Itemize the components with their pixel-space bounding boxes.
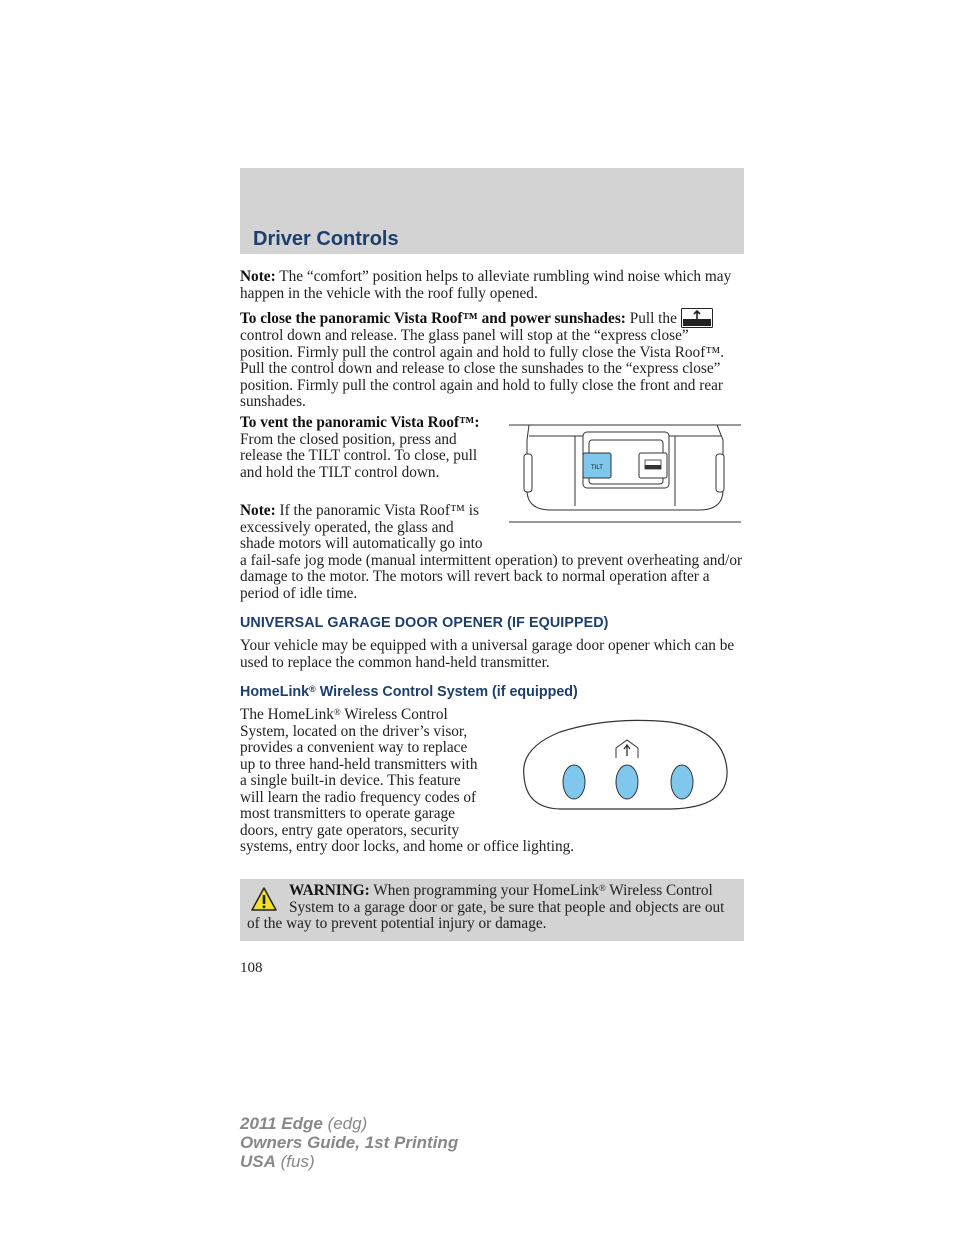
vent-roof-label: To vent the panoramic Vista Roof™: [240, 414, 480, 431]
vent-roof-paragraph [240, 415, 490, 481]
homelink-button-3 [671, 765, 693, 799]
close-roof-text-after: control down and release. The glass panel will stop at the “express close” position. Firmly pull the control again and hold to fully close the Vista Roof™. Pull the control down and release to close the sunshades to the “express close” position. Firmly pull the control again and hold to fully close the front and rear sunshades. [240, 327, 725, 410]
warning-label: WARNING: [289, 882, 370, 899]
homelink-button-1 [563, 765, 585, 799]
homelink-panel-figure [520, 718, 730, 810]
garage-opener-heading: UNIVERSAL GARAGE DOOR OPENER (IF EQUIPPED) [240, 615, 609, 631]
page-number: 108 [240, 960, 263, 976]
note-text: If the panoramic Vista Roof™ is excessively operated, the glass and shade motors will automatically go into a fail-safe jog mode (manual intermittent operation) to prevent overheating and/or damage to the motor. The motors will revert back to normal operation after a period of idle time. [240, 502, 743, 602]
footer-line-1: 2011 Edge (edg) [240, 1114, 368, 1133]
footer-line-2: Owners Guide, 1st Printing [240, 1133, 459, 1152]
footer-line-3: USA (fus) [240, 1152, 315, 1171]
homelink-paragraph: The HomeLink® Wireless Control System, located on the driver’s visor, provides a convenient way to replace up to three hand-held transmitters with a single built-in device. This feature will learn the radio frequency codes of most transmitters to operate garage doors, entry gate operators, security systems, entry door locks, and home or office lighting. [240, 706, 575, 855]
note-comfort-paragraph [240, 269, 744, 302]
note-label: Note: [240, 268, 276, 285]
tilt-label: TILT [591, 465, 603, 471]
close-roof-text-before: Pull the [625, 310, 677, 327]
close-roof-label: To close the panoramic Vista Roof™ and power sunshades: [240, 310, 626, 327]
roof-close-icon [681, 308, 713, 328]
vent-roof-text: From the closed position, press and release the TILT control. To close, pull and hold the TILT control down. [240, 430, 478, 481]
homelink-button-2 [616, 765, 638, 799]
garage-opener-paragraph: Your vehicle may be equipped with a universal garage door opener which can be used to replace the common hand-held transmitter. [240, 637, 735, 671]
roof-control-figure [509, 422, 741, 526]
note-text: The “comfort” position helps to alleviate rumbling wind noise which may happen in the vehicle with the roof fully opened. [240, 268, 732, 302]
homelink-heading: HomeLink® Wireless Control System (if equipped) [240, 684, 578, 700]
footer-edition-info [240, 1114, 458, 1171]
warning-paragraph: WARNING: When programming your HomeLink® Wireless Control System to a garage door or gate, be sure that people and objects are out of the way to prevent potential injury or damage. [247, 882, 725, 932]
note-label: Note: [240, 502, 276, 519]
close-roof-paragraph [240, 308, 744, 411]
section-title: Driver Controls [253, 228, 399, 250]
